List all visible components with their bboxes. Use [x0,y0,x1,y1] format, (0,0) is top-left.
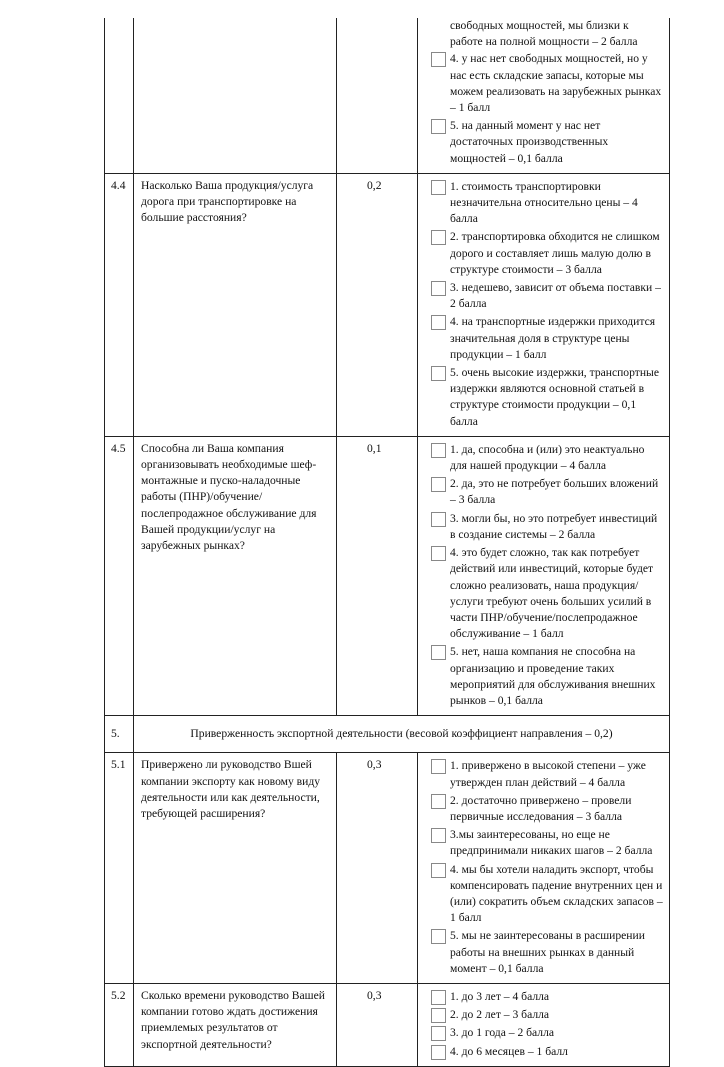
option-item[interactable]: 5. мы не заинтересованы в расширении работы на внешних рынках в данный момент – 0,1 балла [425,928,664,977]
table-row [105,753,670,984]
option-item[interactable]: 4. на транспортные издержки приходится значительная доля в структуре цены продукции – 1 балл [425,314,664,363]
question-text: Насколько Ваша продукция/услуга дорога при транспортировке на большие расстояния? [134,173,337,436]
option-item[interactable]: 3. до 1 года – 2 балла [425,1025,664,1041]
option-item[interactable]: 4. до 6 месяцев – 1 балл [425,1044,664,1060]
checkbox[interactable] [431,990,446,1005]
checkbox[interactable] [431,443,446,458]
checkbox[interactable] [431,230,446,245]
questionnaire-table [104,18,670,1067]
checkbox[interactable] [431,929,446,944]
weight-value [337,18,418,173]
checkbox[interactable] [431,512,446,527]
checkbox[interactable] [431,1026,446,1041]
option-item[interactable]: 3. недешево, зависит от объема поставки – 2 балла [425,280,664,312]
option-item[interactable]: 2. до 2 лет – 3 балла [425,1007,664,1023]
row-number [105,18,134,173]
checkbox[interactable] [431,281,446,296]
option-item[interactable]: 4. у нас нет свободных мощностей, но у нас есть складские запасы, которые мы можем реализовать на зарубежных рынках – 1 балл [425,51,664,116]
checkbox[interactable] [431,366,446,381]
row-number: 5.2 [105,983,134,1066]
section-number: 5. [105,716,134,753]
checkbox[interactable] [431,828,446,843]
option-item[interactable]: 2. достаточно привержено – провели первичные исследования – 3 балла [425,793,664,825]
row-number: 5.1 [105,753,134,984]
checkbox[interactable] [431,315,446,330]
options-cell [418,436,670,715]
option-item[interactable]: 5. нет, наша компания не способна на организацию и проведение таких мероприятий для обслуживания внешних рынков – 0,1 балла [425,644,664,709]
option-item[interactable]: 1. привержено в высокой степени – уже утвержден план действий – 4 балла [425,758,664,790]
options-cell [418,983,670,1066]
checkbox[interactable] [431,759,446,774]
checkbox[interactable] [431,645,446,660]
option-item[interactable]: 3.мы заинтересованы, но еще не предпринимали никаких шагов – 2 балла [425,827,664,859]
checkbox[interactable] [431,1045,446,1060]
question-text: Привержено ли руководство Вшей компании экспорту как новому виду деятельности или как деятельности, требующей расширения? [134,753,337,984]
option-item[interactable]: 4. это будет сложно, так как потребует действий или инвестиций, которые будет сложно реализовать, наша продукция/услуги требуют очень больших усилий в части ПНР/обучение/послепродажное обслуживание – 1 балл [425,545,664,642]
checkbox[interactable] [431,180,446,195]
checkbox[interactable] [431,546,446,561]
weight-value: 0,3 [337,983,418,1066]
table-row [105,983,670,1066]
table-row [105,173,670,436]
option-item[interactable]: 2. да, это не потребует больших вложений – 3 балла [425,476,664,508]
options-cell [418,753,670,984]
checkbox[interactable] [431,119,446,134]
checkbox[interactable] [431,52,446,67]
weight-value: 0,3 [337,753,418,984]
section-row [105,716,670,753]
option-item[interactable]: 3. могли бы, но это потребует инвестиций в создание системы – 2 балла [425,511,664,543]
table-row [105,436,670,715]
table-row [105,18,670,173]
option-item[interactable]: 5. на данный момент у нас нет достаточных производственных мощностей – 0,1 балла [425,118,664,167]
section-title: Приверженность экспортной деятельности (весовой коэффициент направления – 0,2) [134,716,670,753]
weight-value: 0,1 [337,436,418,715]
option-item[interactable]: 1. до 3 лет – 4 балла [425,989,664,1005]
row-number: 4.4 [105,173,134,436]
row-number: 4.5 [105,436,134,715]
checkbox[interactable] [431,477,446,492]
question-text [134,18,337,173]
option-item[interactable]: 4. мы бы хотели наладить экспорт, чтобы компенсировать падение внутренних цен и (или) сократить объем складских запасов – 1 балл [425,862,664,927]
question-text: Способна ли Ваша компания организовывать необходимые шеф-монтажные и пуско-наладочные работы (ПНР)/обучение/послепродажное обслуживание для Вашей продукции/услуг на зарубежных рынках? [134,436,337,715]
options-cell [418,173,670,436]
option-item[interactable]: 5. очень высокие издержки, транспортные издержки являются основной статьей в структуре стоимости продукции – 0,1 балла [425,365,664,430]
options-cell [418,18,670,173]
checkbox[interactable] [431,794,446,809]
option-item[interactable]: 1. стоимость транспортировки незначительна относительно цены – 4 балла [425,179,664,228]
checkbox[interactable] [431,1008,446,1023]
weight-value: 0,2 [337,173,418,436]
option-continuation: свободных мощностей, мы близки к работе на полной мощности – 2 балла [450,19,638,49]
checkbox[interactable] [431,863,446,878]
option-item[interactable]: 1. да, способна и (или) это неактуально для нашей продукции – 4 балла [425,442,664,474]
option-item[interactable]: 2. транспортировка обходится не слишком дорого и составляет лишь малую долю в структуре стоимости – 3 балла [425,229,664,278]
question-text: Сколько времени руководство Вашей компании готово ждать достижения приемлемых результатов от экспортной деятельности? [134,983,337,1066]
